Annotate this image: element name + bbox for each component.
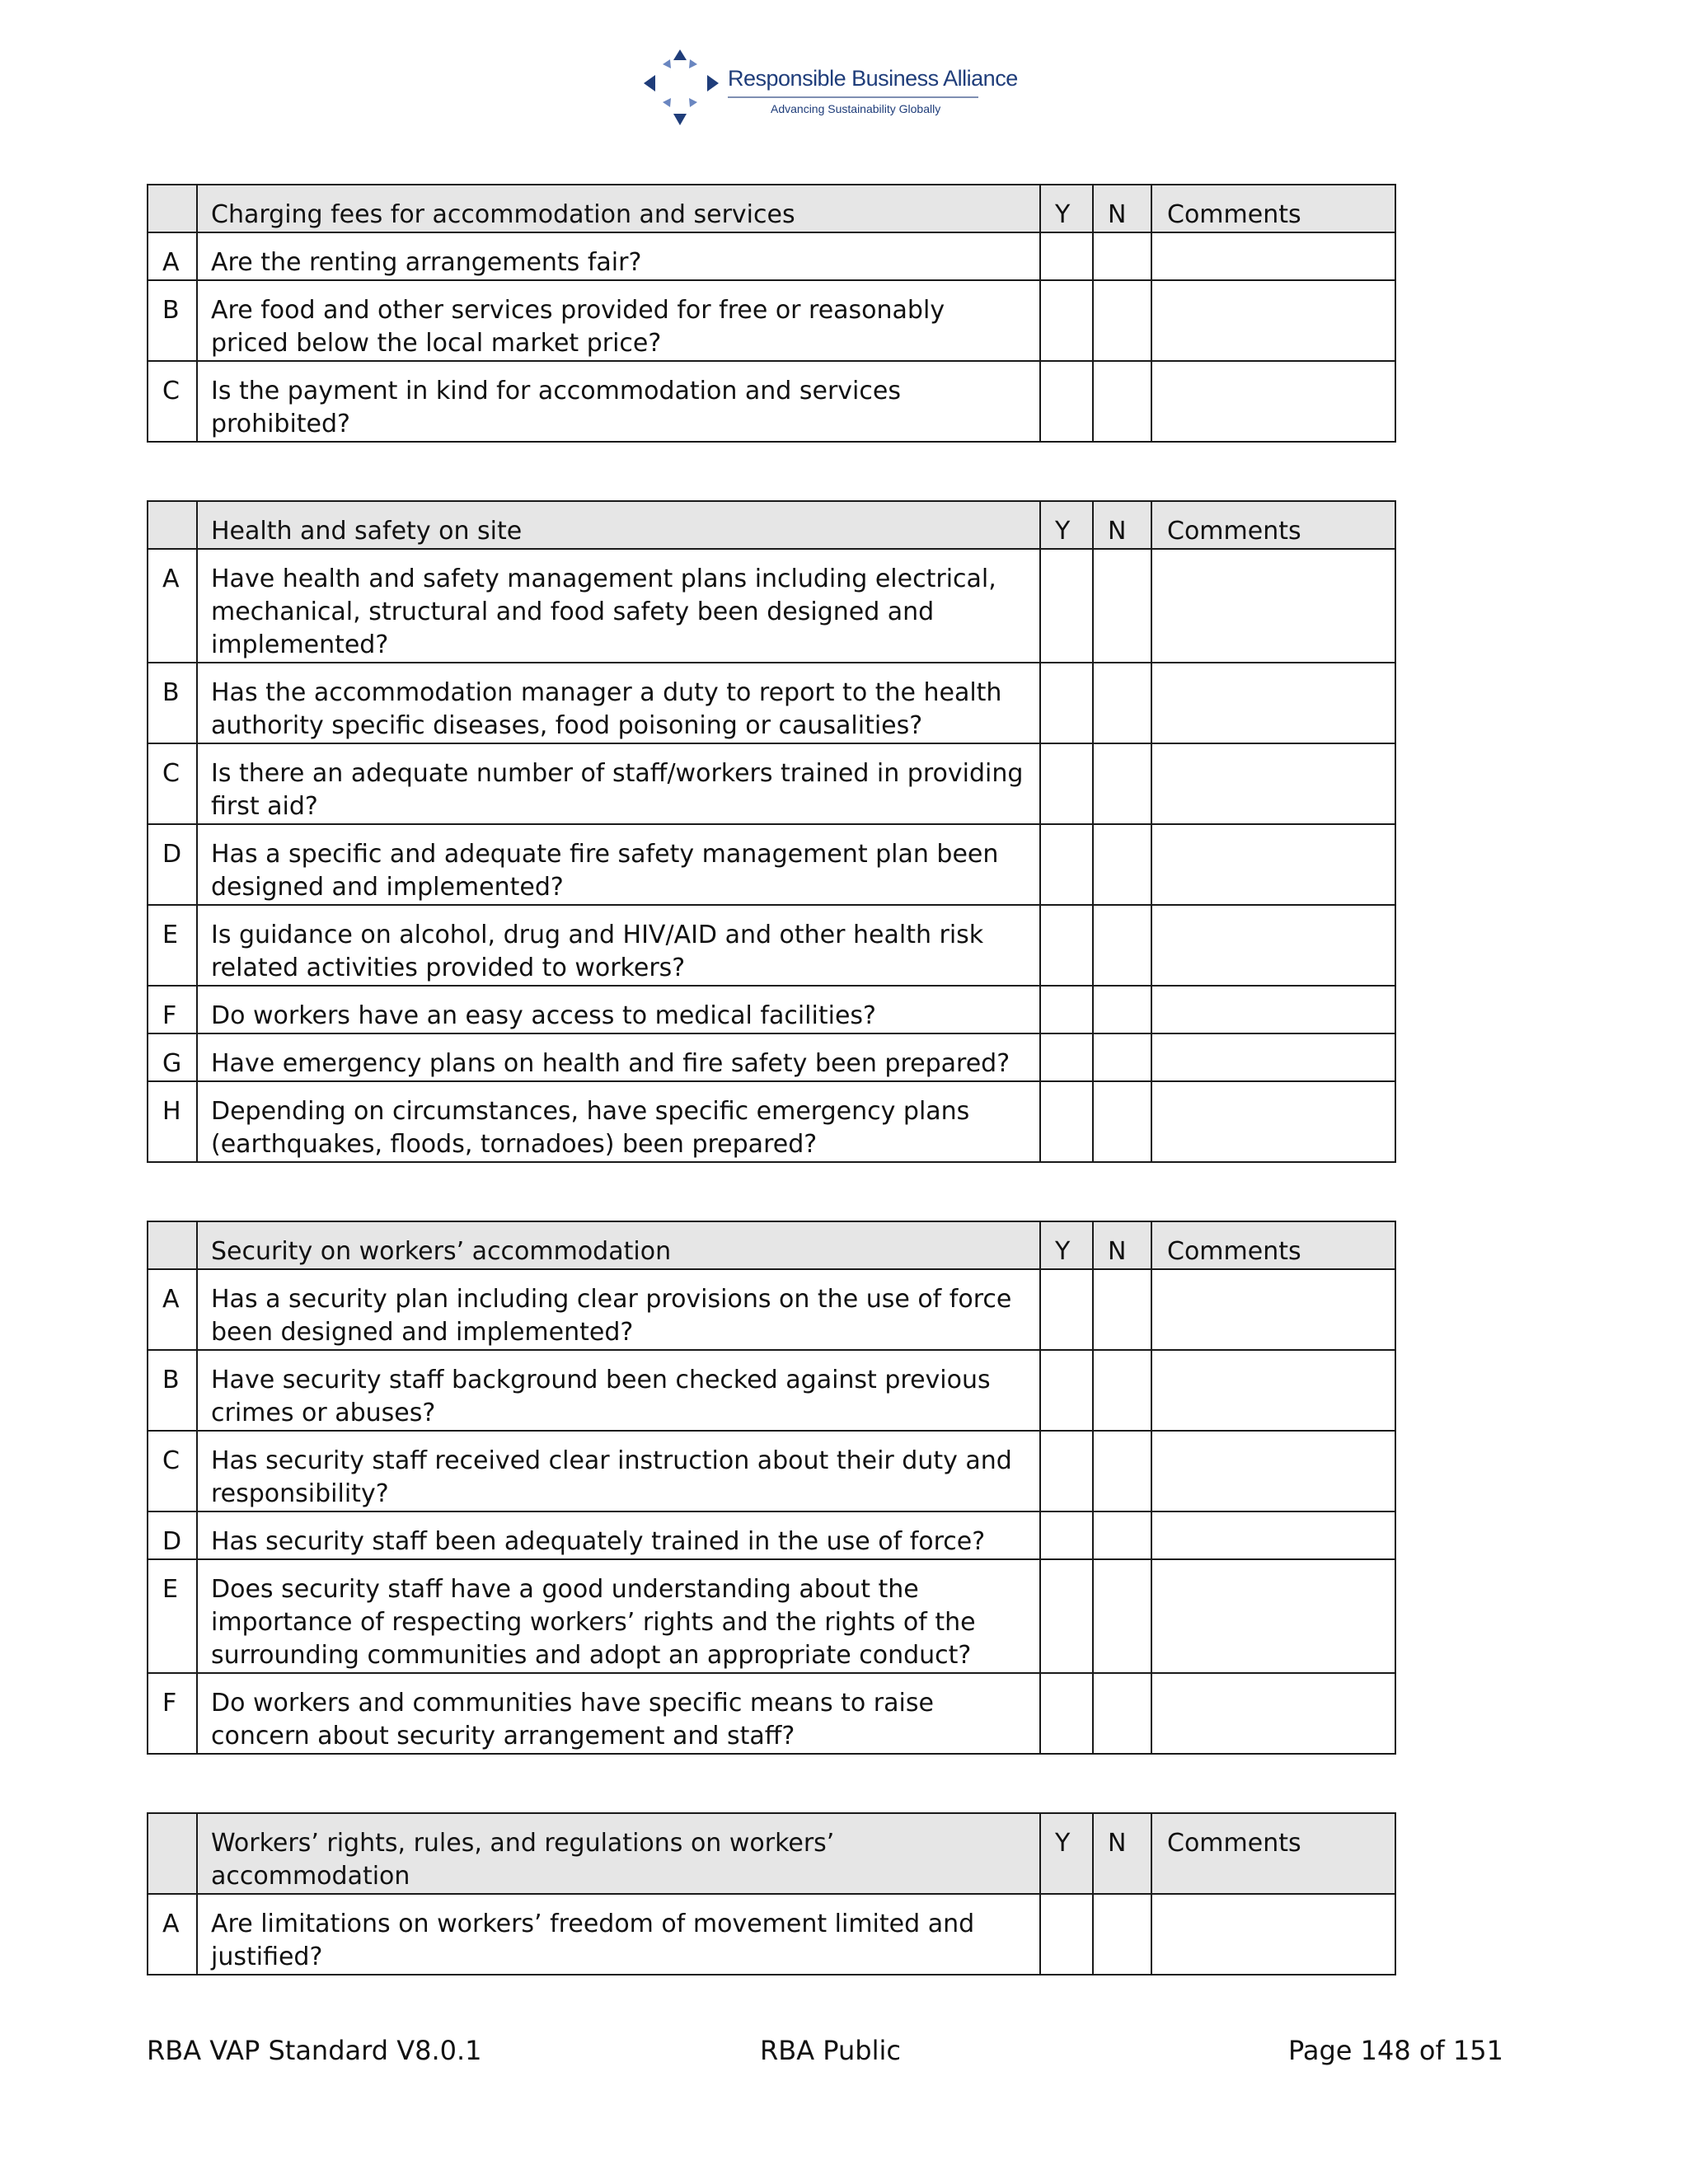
rba-logo [643, 48, 1018, 134]
comments-cell[interactable] [1151, 743, 1395, 824]
comments-cell[interactable] [1151, 1559, 1395, 1673]
footer-document-title: RBA VAP Standard V8.0.1 [147, 2035, 482, 2066]
logo-divider [728, 96, 978, 98]
question-text: Depending on circumstances, have specific emergency plans (earthquakes, floods, tornadoes) been prepared? [197, 1081, 1040, 1162]
column-header-no: N [1093, 1813, 1151, 1894]
question-text: Have emergency plans on health and fire safety been prepared? [197, 1033, 1040, 1081]
column-header-yes: Y [1040, 1221, 1093, 1269]
table-row [148, 1033, 1395, 1081]
yes-answer-cell[interactable] [1040, 280, 1093, 361]
yes-answer-cell[interactable] [1040, 361, 1093, 442]
row-letter: A [148, 232, 197, 280]
table-row [148, 743, 1395, 824]
table-row [148, 232, 1395, 280]
comments-cell[interactable] [1151, 1033, 1395, 1081]
header-letter-cell [148, 1221, 197, 1269]
checklist-table [147, 184, 1396, 443]
table-row [148, 1559, 1395, 1673]
yes-answer-cell[interactable] [1040, 905, 1093, 986]
header-letter-cell [148, 501, 197, 549]
section-title: Health and safety on site [197, 501, 1040, 549]
comments-cell[interactable] [1151, 824, 1395, 905]
row-letter: F [148, 986, 197, 1033]
column-header-comments: Comments [1151, 185, 1395, 232]
yes-answer-cell[interactable] [1040, 1269, 1093, 1350]
yes-answer-cell[interactable] [1040, 549, 1093, 663]
yes-answer-cell[interactable] [1040, 1559, 1093, 1673]
question-text: Have health and safety management plans including electrical, mechanical, structural and food safety been designed and implemented? [197, 549, 1040, 663]
row-letter: C [148, 361, 197, 442]
table-row [148, 905, 1395, 986]
row-letter: F [148, 1673, 197, 1754]
comments-cell[interactable] [1151, 1081, 1395, 1162]
comments-cell[interactable] [1151, 1350, 1395, 1431]
no-answer-cell[interactable] [1093, 986, 1151, 1033]
footer-page-number: Page 148 of 151 [1288, 2035, 1503, 2066]
row-letter: C [148, 743, 197, 824]
table-row [148, 1511, 1395, 1559]
comments-cell[interactable] [1151, 280, 1395, 361]
row-letter: B [148, 1350, 197, 1431]
no-answer-cell[interactable] [1093, 663, 1151, 743]
section-title: Security on workers’ accommodation [197, 1221, 1040, 1269]
table-row [148, 986, 1395, 1033]
question-text: Do workers have an easy access to medical facilities? [197, 986, 1040, 1033]
logo-tagline: Advancing Sustainability Globally [771, 102, 941, 115]
row-letter: E [148, 905, 197, 986]
comments-cell[interactable] [1151, 1894, 1395, 1975]
yes-answer-cell[interactable] [1040, 663, 1093, 743]
table-row [148, 280, 1395, 361]
comments-cell[interactable] [1151, 361, 1395, 442]
checklist-table [147, 500, 1396, 1163]
table-row [148, 1894, 1395, 1975]
checklist-table [147, 1812, 1396, 1975]
no-answer-cell[interactable] [1093, 743, 1151, 824]
table-row [148, 1431, 1395, 1511]
question-text: Have security staff background been checked against previous crimes or abuses? [197, 1350, 1040, 1431]
comments-cell[interactable] [1151, 663, 1395, 743]
logo-name: Responsible Business Alliance [728, 66, 1018, 91]
yes-answer-cell[interactable] [1040, 1894, 1093, 1975]
yes-answer-cell[interactable] [1040, 1081, 1093, 1162]
table-header-row [148, 1813, 1395, 1894]
column-header-yes: Y [1040, 501, 1093, 549]
column-header-no: N [1093, 501, 1151, 549]
row-letter: H [148, 1081, 197, 1162]
table-header-row [148, 185, 1395, 232]
no-answer-cell[interactable] [1093, 280, 1151, 361]
table-row [148, 1269, 1395, 1350]
question-text: Do workers and communities have specific means to raise concern about security arrangement and staff? [197, 1673, 1040, 1754]
no-answer-cell[interactable] [1093, 1673, 1151, 1754]
question-text: Is the payment in kind for accommodation and services prohibited? [197, 361, 1040, 442]
question-text: Has security staff been adequately trained in the use of force? [197, 1511, 1040, 1559]
no-answer-cell[interactable] [1093, 905, 1151, 986]
column-header-no: N [1093, 185, 1151, 232]
section-title: Workers’ rights, rules, and regulations on workers’ accommodation [197, 1813, 1040, 1894]
no-answer-cell[interactable] [1093, 232, 1151, 280]
table-row [148, 663, 1395, 743]
no-answer-cell[interactable] [1093, 1511, 1151, 1559]
no-answer-cell[interactable] [1093, 1081, 1151, 1162]
row-letter: G [148, 1033, 197, 1081]
question-text: Is guidance on alcohol, drug and HIV/AID and other health risk related activities provided to workers? [197, 905, 1040, 986]
column-header-yes: Y [1040, 185, 1093, 232]
compass-logo-icon [643, 48, 725, 134]
question-text: Has a security plan including clear provisions on the use of force been designed and implemented? [197, 1269, 1040, 1350]
column-header-comments: Comments [1151, 1221, 1395, 1269]
no-answer-cell[interactable] [1093, 361, 1151, 442]
column-header-yes: Y [1040, 1813, 1093, 1894]
question-text: Is there an adequate number of staff/workers trained in providing first aid? [197, 743, 1040, 824]
header-letter-cell [148, 185, 197, 232]
comments-cell[interactable] [1151, 549, 1395, 663]
yes-answer-cell[interactable] [1040, 1350, 1093, 1431]
comments-cell[interactable] [1151, 1431, 1395, 1511]
checklist-tables [147, 184, 1395, 2033]
comments-cell[interactable] [1151, 905, 1395, 986]
yes-answer-cell[interactable] [1040, 1511, 1093, 1559]
no-answer-cell[interactable] [1093, 1033, 1151, 1081]
yes-answer-cell[interactable] [1040, 1033, 1093, 1081]
table-row [148, 1673, 1395, 1754]
no-answer-cell[interactable] [1093, 1350, 1151, 1431]
table-row [148, 1081, 1395, 1162]
table-header-row [148, 1221, 1395, 1269]
yes-answer-cell[interactable] [1040, 743, 1093, 824]
row-letter: E [148, 1559, 197, 1673]
comments-cell[interactable] [1151, 1673, 1395, 1754]
section-title: Charging fees for accommodation and services [197, 185, 1040, 232]
checklist-table [147, 1221, 1396, 1755]
no-answer-cell[interactable] [1093, 1269, 1151, 1350]
table-row [148, 549, 1395, 663]
yes-answer-cell[interactable] [1040, 1673, 1093, 1754]
row-letter: D [148, 824, 197, 905]
row-letter: D [148, 1511, 197, 1559]
no-answer-cell[interactable] [1093, 824, 1151, 905]
question-text: Are food and other services provided for free or reasonably priced below the local market price? [197, 280, 1040, 361]
yes-answer-cell[interactable] [1040, 824, 1093, 905]
table-row [148, 1350, 1395, 1431]
question-text: Are the renting arrangements fair? [197, 232, 1040, 280]
footer-classification: RBA Public [760, 2035, 901, 2066]
yes-answer-cell[interactable] [1040, 232, 1093, 280]
row-letter: B [148, 280, 197, 361]
comments-cell[interactable] [1151, 986, 1395, 1033]
row-letter: A [148, 1269, 197, 1350]
comments-cell[interactable] [1151, 232, 1395, 280]
comments-cell[interactable] [1151, 1269, 1395, 1350]
table-header-row [148, 501, 1395, 549]
header-letter-cell [148, 1813, 197, 1894]
no-answer-cell[interactable] [1093, 549, 1151, 663]
table-row [148, 824, 1395, 905]
question-text: Has the accommodation manager a duty to report to the health authority specific diseases, food poisoning or causalities? [197, 663, 1040, 743]
row-letter: C [148, 1431, 197, 1511]
column-header-no: N [1093, 1221, 1151, 1269]
question-text: Has a specific and adequate fire safety management plan been designed and implemented? [197, 824, 1040, 905]
question-text: Are limitations on workers’ freedom of movement limited and justified? [197, 1894, 1040, 1975]
row-letter: B [148, 663, 197, 743]
no-answer-cell[interactable] [1093, 1894, 1151, 1975]
yes-answer-cell[interactable] [1040, 986, 1093, 1033]
row-letter: A [148, 549, 197, 663]
no-answer-cell[interactable] [1093, 1431, 1151, 1511]
question-text: Has security staff received clear instruction about their duty and responsibility? [197, 1431, 1040, 1511]
column-header-comments: Comments [1151, 501, 1395, 549]
table-row [148, 361, 1395, 442]
column-header-comments: Comments [1151, 1813, 1395, 1894]
yes-answer-cell[interactable] [1040, 1431, 1093, 1511]
no-answer-cell[interactable] [1093, 1559, 1151, 1673]
row-letter: A [148, 1894, 197, 1975]
question-text: Does security staff have a good understanding about the importance of respecting workers’ rights and the rights of the surrounding communities and adopt an appropriate conduct? [197, 1559, 1040, 1673]
comments-cell[interactable] [1151, 1511, 1395, 1559]
